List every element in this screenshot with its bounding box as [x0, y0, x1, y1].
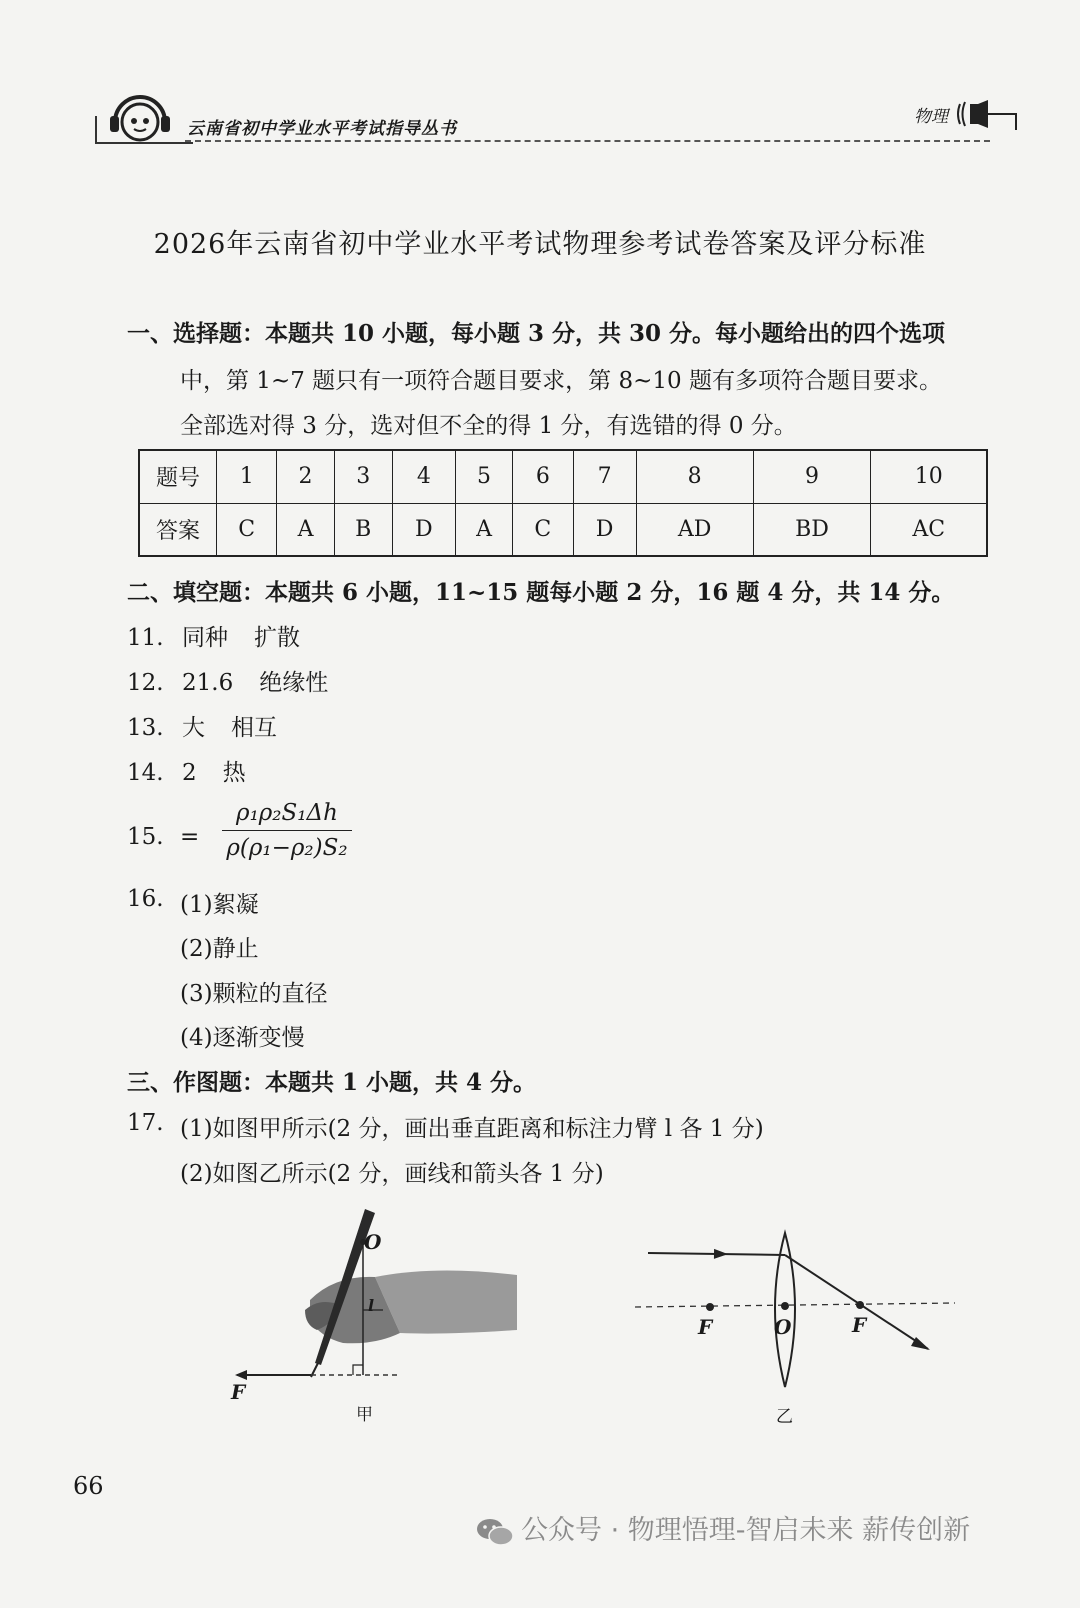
question-13 — [127, 709, 277, 742]
q16-part-3: (3)颗粒的直径 — [180, 981, 328, 1007]
section-1-line-2: 中，第 1~7 题只有一项符合题目要求，第 8~10 题有多项符合题目要求。 — [180, 368, 942, 394]
q16-part-1: (1)絮凝 — [180, 892, 259, 918]
table-cell: D — [392, 503, 455, 556]
subject-label: 物理 — [914, 107, 948, 127]
table-cell: A — [277, 503, 334, 556]
answer-1: 大 — [182, 715, 205, 741]
table-cell: 7 — [573, 450, 636, 503]
table-cell: 4 — [392, 450, 455, 503]
focal-point-left — [706, 1303, 714, 1311]
fraction-denominator: ρ(ρ₁−ρ₂)S₂ — [226, 835, 348, 861]
question-11 — [127, 619, 300, 652]
section-1-heading: 一、选择题：本题共 10 小题，每小题 3 分，共 30 分。每小题给出的四个选项 — [127, 320, 946, 347]
answer-1: 21.6 — [182, 670, 234, 696]
table-cell: C — [217, 503, 277, 556]
question-number: 13. — [127, 715, 164, 741]
table-cell: 1 — [217, 450, 277, 503]
section-3-heading: 三、作图题：本题共 1 小题，共 4 分。 — [127, 1069, 537, 1096]
table-cell: D — [573, 503, 636, 556]
speaker-icon — [954, 96, 1020, 132]
caption-left: 甲 — [356, 1405, 373, 1425]
watermark — [475, 1508, 970, 1547]
label-f-left: F — [698, 1315, 713, 1339]
watermark-text: 公众号 · 物理悟理-智启未来 薪传创新 — [521, 1515, 971, 1546]
answer-1: 同种 — [182, 625, 228, 651]
fraction-numerator: ρ₁ρ₂S₁Δh — [236, 800, 338, 826]
label-f-right: F — [852, 1313, 867, 1337]
label-o: O — [364, 1230, 382, 1254]
table-cell: 8 — [636, 450, 753, 503]
fraction-formula — [222, 800, 352, 861]
q17-part-1: (1)如图甲所示(2 分，画出垂直距离和标注力臂 l 各 1 分) — [180, 1116, 764, 1142]
question-15-number: 15. — [127, 824, 164, 850]
answer-2: 扩散 — [254, 625, 300, 651]
table-cell: 5 — [455, 450, 512, 503]
section-2-heading: 二、填空题：本题共 6 小题，11~15 题每小题 2 分，16 题 4 分，共 14 分。 — [127, 579, 955, 606]
table-cell: 2 — [277, 450, 334, 503]
answer-2: 绝缘性 — [259, 670, 329, 696]
incident-arrowhead — [714, 1249, 728, 1259]
series-title: 云南省初中学业水平考试指导丛书 — [187, 119, 457, 139]
table-cell: C — [513, 503, 573, 556]
question-16-number: 16. — [127, 886, 164, 912]
wechat-icon — [475, 1517, 515, 1547]
table-cell: 3 — [334, 450, 392, 503]
question-number: 12. — [127, 670, 164, 696]
table-cell: BD — [753, 503, 871, 556]
table-cell: 6 — [513, 450, 573, 503]
page-header — [95, 88, 1020, 148]
q17-part-2: (2)如图乙所示(2 分，画线和箭头各 1 分) — [180, 1161, 604, 1187]
figure-convex-lens — [630, 1225, 960, 1395]
q16-part-4: (4)逐渐变慢 — [180, 1025, 305, 1051]
table-cell: AD — [636, 503, 753, 556]
caption-right: 乙 — [776, 1407, 793, 1427]
label-f-force: F — [231, 1380, 246, 1404]
q16-part-2: (2)静止 — [180, 936, 259, 962]
page-number: 66 — [73, 1472, 104, 1500]
section-1-line-3: 全部选对得 3 分，选对但不全的得 1 分，有选错的得 0 分。 — [180, 413, 797, 439]
question-number: 11. — [127, 625, 164, 651]
table-cell: A — [455, 503, 512, 556]
answer-2: 相互 — [231, 715, 277, 741]
force-arrowhead — [235, 1370, 247, 1380]
table-cell: 9 — [753, 450, 871, 503]
optical-center — [781, 1302, 789, 1310]
answer-1: 2 — [182, 760, 197, 786]
table-row-answers — [139, 503, 987, 556]
question-14 — [127, 754, 246, 787]
question-number: 14. — [127, 760, 164, 786]
answer-table — [138, 449, 988, 557]
question-17-number: 17. — [127, 1110, 164, 1136]
arm-shape — [375, 1270, 517, 1333]
answer-2: 热 — [222, 760, 246, 786]
label-o-center: O — [774, 1315, 792, 1339]
table-header-cell: 答案 — [139, 503, 217, 556]
table-cell: 10 — [871, 450, 987, 503]
question-12 — [127, 664, 328, 697]
table-cell: AC — [871, 503, 987, 556]
equals-sign: = — [180, 824, 200, 850]
table-cell: B — [334, 503, 392, 556]
label-l: l — [368, 1296, 375, 1315]
right-angle-mark — [353, 1365, 363, 1375]
headphone-logo-icon — [105, 92, 175, 142]
document-title: 2026年云南省初中学业水平考试物理参考试卷答案及评分标准 — [153, 229, 927, 260]
table-row-numbers — [139, 450, 987, 503]
table-header-cell: 题号 — [139, 450, 217, 503]
header-divider — [185, 140, 990, 142]
